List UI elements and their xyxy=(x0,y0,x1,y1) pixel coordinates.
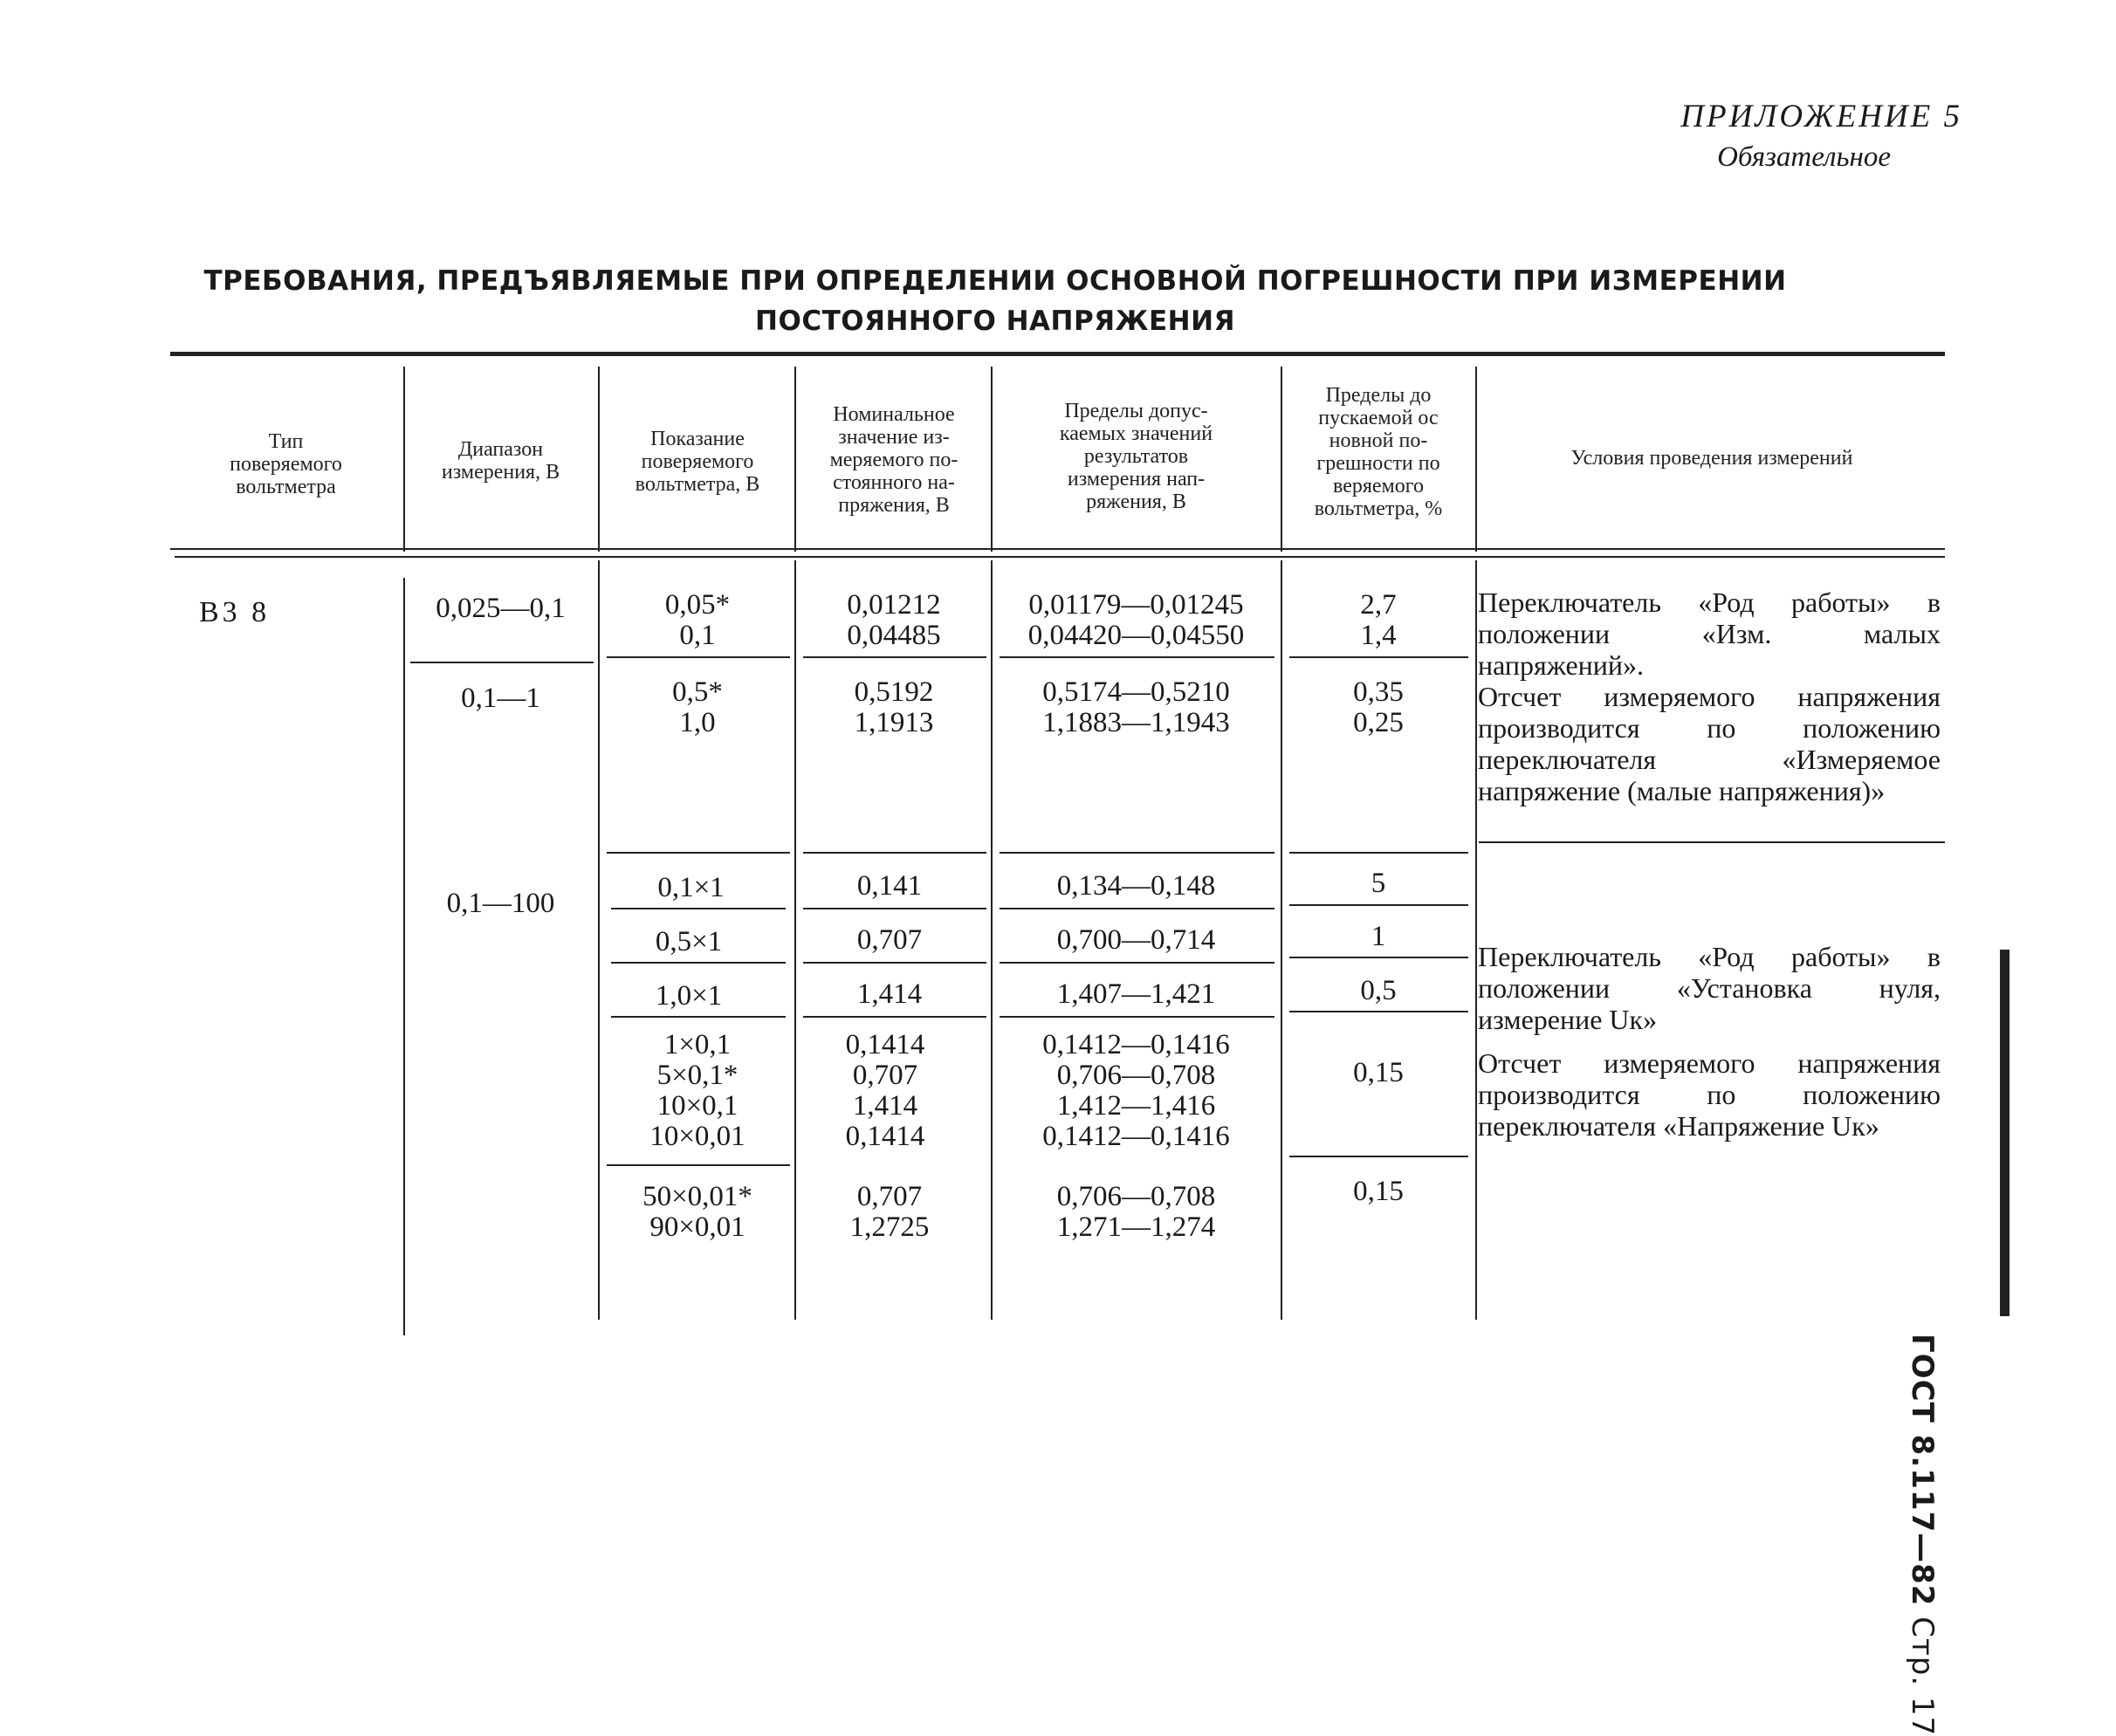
row-rule xyxy=(1000,1016,1274,1018)
row-rule xyxy=(803,962,986,964)
limits-cell: 0,01179—0,01245 0,04420—0,04550 xyxy=(1027,589,1245,651)
conditions-block-1 xyxy=(1478,587,1941,806)
header-reading: Показание поверяемого вольтметра, В xyxy=(635,428,760,496)
row-rule xyxy=(607,656,790,658)
conditions-block-2 xyxy=(1478,941,1941,1142)
appendix-status: Обязательное xyxy=(1717,141,1891,173)
row-rule xyxy=(803,1016,986,1018)
row-rule xyxy=(1000,656,1274,658)
error-cell: 0,15 xyxy=(1353,1176,1404,1207)
range-cell: 0,1—1 xyxy=(461,683,540,714)
appendix-label: ПРИЛОЖЕНИЕ 5 xyxy=(1680,99,1962,134)
table-top-rule xyxy=(170,352,1945,356)
error-cell: 0,5 xyxy=(1360,975,1397,1006)
row-rule xyxy=(1289,1011,1468,1012)
range-cell: 0,1—100 xyxy=(446,888,555,919)
col-sep xyxy=(598,560,600,1320)
row-rule xyxy=(1289,904,1468,906)
row-rule xyxy=(1000,908,1274,909)
row-rule xyxy=(1289,852,1468,854)
header-nominal: Номинальное значение из- меряемого по- стоянного на- пряжения, В xyxy=(829,403,958,517)
header-voltmeter-type: Тип поверяемого вольтметра xyxy=(230,430,342,498)
col-sep xyxy=(1281,560,1282,1320)
error-cell: 0,35 0,25 xyxy=(1353,676,1404,738)
header-limits: Пределы допус- каемых значений результатов измерения нап- ряжения, В xyxy=(1059,400,1213,513)
conditions-paragraph: Переключатель «Род работы» в положении «Установка нуля, измерение Uк» xyxy=(1478,941,1941,1035)
row-rule xyxy=(611,908,786,909)
nominal-cell: 1,414 xyxy=(856,978,923,1010)
nominal-cell: 0,5192 1,1913 xyxy=(854,676,934,738)
row-rule xyxy=(1289,656,1468,658)
row-rule xyxy=(1479,841,1945,843)
nominal-cell: 0,01212 0,04485 xyxy=(847,589,941,651)
header-error: Пределы до пускаемой ос новной по- грешности по веряемого вольтметра, % xyxy=(1314,384,1443,520)
nominal-cell: 0,707 1,2725 xyxy=(849,1181,930,1243)
error-cell: 5 xyxy=(1371,868,1386,899)
header-rule-2 xyxy=(175,556,1945,558)
row-rule xyxy=(611,962,786,964)
reading-cell: 0,5* 1,0 xyxy=(672,676,723,738)
col-sep xyxy=(1475,367,1477,552)
margin-bar xyxy=(2000,950,2010,1316)
limits-cell: 0,1412—0,1416 0,706—0,708 1,412—1,416 0,1412—0,1416 xyxy=(1042,1029,1230,1152)
nominal-cell: 0,1414 0,707 1,414 0,1414 xyxy=(845,1029,925,1152)
error-cell: 2,7 1,4 xyxy=(1360,589,1397,651)
reading-cell: 0,5×1 xyxy=(655,926,723,957)
reading-cell: 1×0,1 5×0,1* 10×0,1 10×0,01 xyxy=(649,1029,745,1152)
nominal-cell: 0,141 xyxy=(856,870,923,902)
row-rule xyxy=(803,908,986,909)
row-rule xyxy=(611,1016,786,1018)
limits-cell: 0,706—0,708 1,271—1,274 xyxy=(1056,1181,1216,1243)
row-rule xyxy=(410,662,594,663)
col-sep xyxy=(1475,560,1477,1320)
col-sep xyxy=(991,560,993,1320)
header-range: Диапазон измерения, В xyxy=(441,438,560,484)
gost-number: ГОСТ 8.117—82 xyxy=(1905,1334,1940,1607)
col-sep xyxy=(598,367,600,552)
row-rule xyxy=(803,656,986,658)
row-rule xyxy=(1289,957,1468,958)
limits-cell: 0,700—0,714 xyxy=(1056,924,1216,956)
reading-cell: 0,1×1 xyxy=(657,872,725,903)
row-rule xyxy=(607,852,790,854)
row-rule xyxy=(1000,962,1274,964)
side-page-label xyxy=(1887,1334,1940,1736)
error-cell: 0,15 xyxy=(1353,1057,1404,1088)
limits-cell: 0,5174—0,5210 1,1883—1,1943 xyxy=(1042,676,1230,738)
col-sep xyxy=(403,578,405,1335)
limits-cell: 0,134—0,148 xyxy=(1056,870,1216,902)
range-cell: 0,025—0,1 xyxy=(436,593,566,624)
conditions-paragraph: Переключатель «Род работы» в положении «Изм. малых напряжений». xyxy=(1478,587,1941,681)
row-rule xyxy=(1000,852,1274,854)
document-title-line-1: ТРЕБОВАНИЯ, ПРЕДЪЯВЛЯЕМЫЕ ПРИ ОПРЕДЕЛЕНИИ ОСНОВНОЙ ПОГРЕШНОСТИ ПРИ ИЗМЕРЕНИИ xyxy=(203,265,1787,297)
header-rule-1 xyxy=(170,548,1945,550)
row-rule xyxy=(1289,1156,1468,1157)
col-sep xyxy=(991,367,993,552)
conditions-paragraph: Отсчет измеряемого напряжения производится по положению переключателя «Измеряемое напряжение (малые напряжения)» xyxy=(1478,681,1941,806)
row-rule xyxy=(607,1164,790,1166)
document-title-line-2: ПОСТОЯННОГО НАПРЯЖЕНИЯ xyxy=(755,305,1235,337)
limits-cell: 1,407—1,421 xyxy=(1056,978,1216,1010)
reading-cell: 50×0,01* 90×0,01 xyxy=(642,1181,752,1243)
reading-cell: 0,05* 0,1 xyxy=(664,589,731,651)
col-sep xyxy=(794,367,796,552)
col-sep xyxy=(794,560,796,1320)
col-sep xyxy=(1281,367,1282,552)
error-cell: 1 xyxy=(1371,921,1386,952)
reading-cell: 1,0×1 xyxy=(655,980,723,1012)
voltmeter-type: В3 8 xyxy=(199,596,271,628)
page-number: Стр. 17 xyxy=(1905,1616,1940,1736)
header-conditions: Условия проведения измерений xyxy=(1570,447,1853,470)
col-sep xyxy=(403,367,405,552)
conditions-paragraph: Отсчет измеряемого напряжения производится по положению переключателя «Напряжение Uк» xyxy=(1478,1047,1941,1142)
nominal-cell: 0,707 xyxy=(856,924,923,956)
row-rule xyxy=(803,852,986,854)
